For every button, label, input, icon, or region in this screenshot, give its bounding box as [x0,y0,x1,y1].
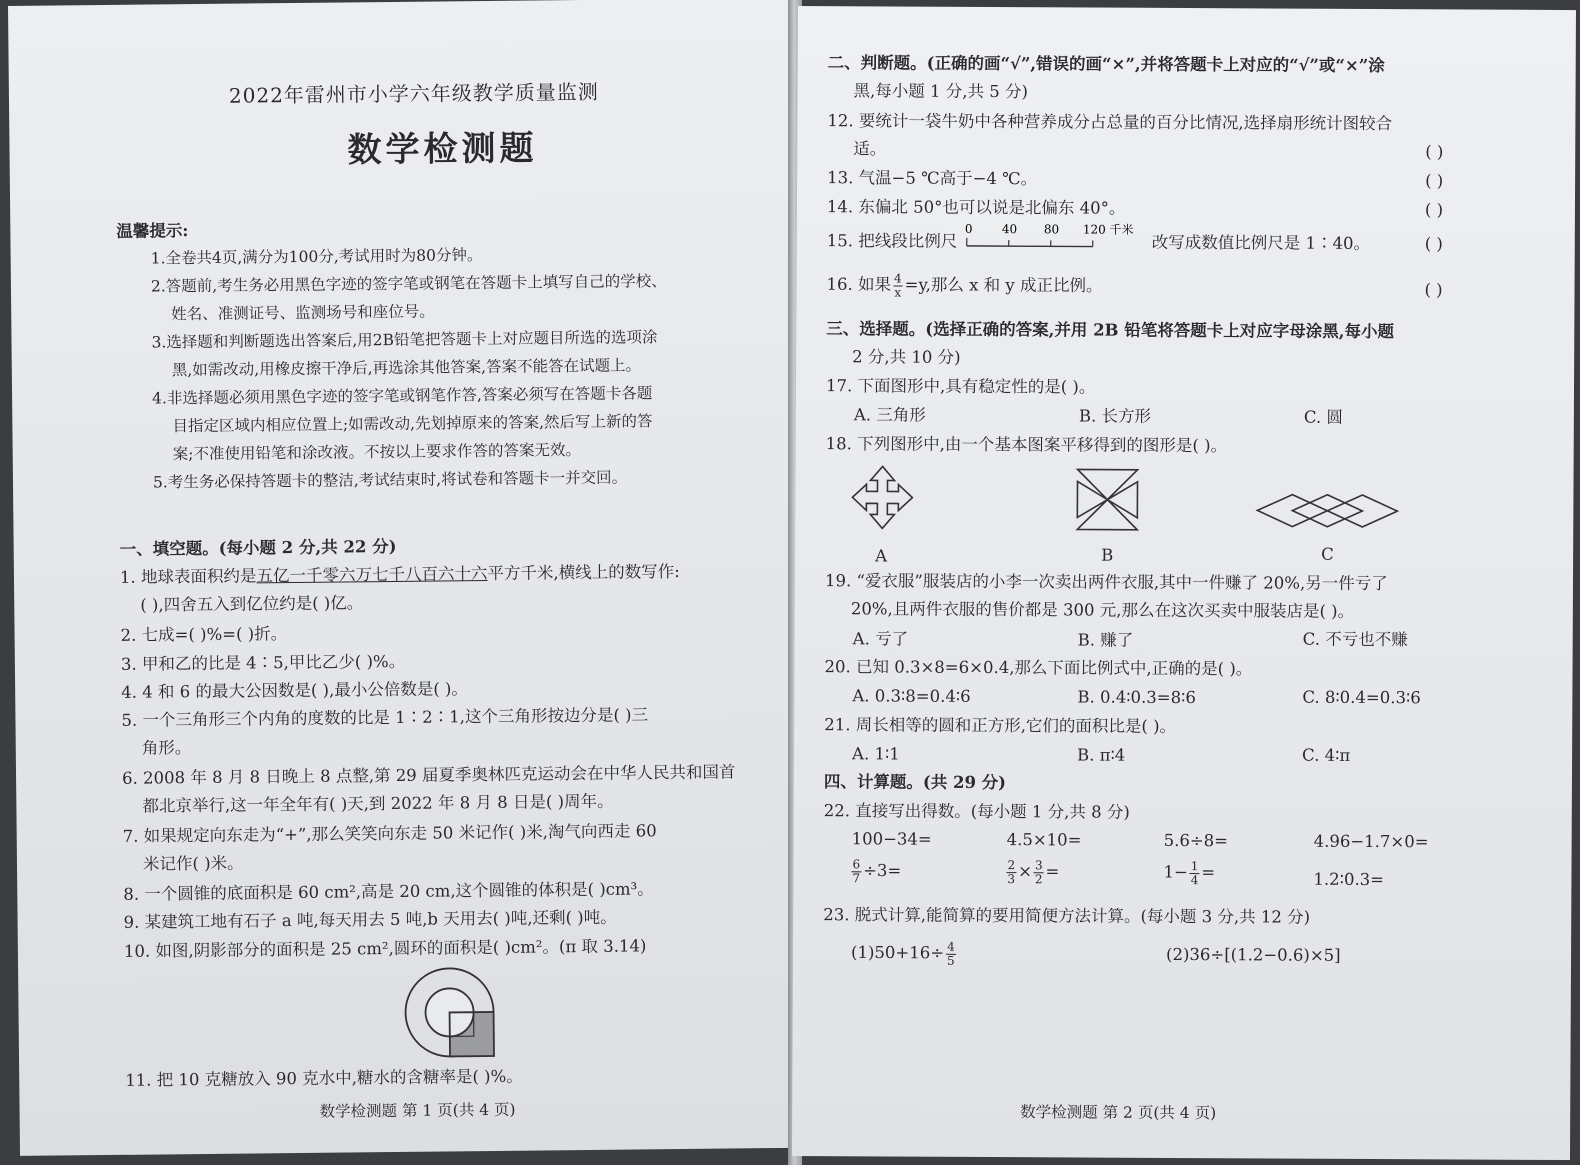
calc-item: 4.5×10= [1006,830,1082,850]
line-scale-figure [965,219,1150,256]
page-footer: 数学检测题 第 1 页(共 4 页) [319,1100,516,1121]
tip-line: 案;不准使用铅笔和涂改液。不按以上要求作答的答案无效。 [172,441,582,464]
question-1 [120,562,680,588]
tip-line: 5.考生务必保持答题卡的整洁,考试结束时,将试卷和答题卡一并交回。 [152,468,628,492]
answer-paren: ( ) [1424,234,1443,254]
figure-label-b: B [1101,545,1114,565]
section2-heading-line2: 黑,每小题 1 分,共 5 分) [853,81,1029,102]
question-20: 20. 已知 0.3×8=6×0.4,那么下面比例式中,正确的是( )。 [824,657,1253,679]
option-a: A. 亏了 [852,629,909,649]
q16-text: 16. 如果 [826,274,892,295]
exam-title: 数学检测题 [347,128,538,171]
option-b: B. 0.4∶0.3=8∶6 [1077,687,1196,708]
calc-item [1163,860,1215,886]
question-5-line2: 角形。 [141,738,192,758]
numerator: 4 [947,939,955,954]
exam-header: 2022年雷州市小学六年级教学质量监测 [228,79,599,108]
figure-label-c: C [1321,544,1334,564]
calc-item [851,940,958,967]
question-9: 9. 某建筑工地有石子 a 吨,每天用去 5 吨,b 天用去( )吨,还剩( )吨。 [123,907,617,932]
question-19-line2: 20%,且两件衣服的售价都是 300 元,那么在这次买卖中服装店是( )。 [850,599,1355,621]
numerator: 3 [1034,858,1043,873]
denominator: 5 [946,953,955,968]
question-18: 18. 下列图形中,由一个基本图案平移得到的图形是( )。 [825,434,1228,456]
section3-heading-line2: 2 分,共 10 分) [852,347,961,367]
option-c: C. 8∶0.4=0.3∶6 [1302,687,1421,708]
question-15-rest: 改写成数值比例尺是 1∶40。 [1151,232,1371,253]
denominator: 7 [852,870,861,885]
question-1-line2: ( ),四舍五入到亿位约是( )亿。 [140,593,364,615]
calc-item: 1.2∶0.3= [1313,869,1385,890]
section2-heading: 二、判断题。(正确的画“√”,错误的画“×”,并将答题卡上对应的“√”或“×”涂 [827,53,1385,76]
scale-tick-label: 40 [1001,222,1018,237]
calc-text: (1)50+16÷ [850,942,945,963]
right-page [792,6,1576,1160]
question-22: 22. 直接写出得数。(每小题 1 分,共 8 分) [823,801,1130,822]
question-6: 6. 2008 年 8 月 8 日晚上 8 点整,第 29 届夏季奥林匹克运动会在中华人民共和国首 [121,762,736,788]
tip-line: 2.答题前,考生务必用黑色字迹的签字笔或钢笔在答题卡上填写自己的学校、 [150,272,667,296]
denominator: x [894,285,902,300]
tip-line: 1.全卷共4页,满分为100分,考试用时为80分钟。 [150,246,483,268]
tip-line: 目指定区域内相应位置上;如需改动,先划掉原来的答案,然后写上新的答 [172,412,653,436]
calc-text: = [1045,861,1060,881]
calc-text: × [1018,861,1032,881]
calc-item: 4.96−1.7×0= [1313,831,1429,852]
question-17: 17. 下面图形中,具有稳定性的是( )。 [825,376,1096,397]
numerator: 2 [1007,858,1016,873]
question-3: 3. 甲和乙的比是 4∶5,甲比乙少( )%。 [120,651,406,674]
question-23: 23. 脱式计算,能简算的要用简便方法计算。(每小题 3 分,共 12 分) [823,905,1311,927]
answer-paren: ( ) [1425,171,1444,191]
question-10: 10. 如图,阴影部分的面积是 25 cm²,圆环的面积是( )cm²。(π 取 3.14) [123,936,647,961]
numerator: 4 [894,271,902,286]
question-15-lead: 15. 把线段比例尺 [826,231,958,251]
figure-c-rhombuses [1255,490,1400,531]
calc-text: ÷3= [863,860,902,881]
scale-tick-label: 120 千米 [1082,222,1134,237]
fraction [1190,860,1200,886]
calc-item [1004,859,1059,885]
numerator: 1 [1190,859,1199,874]
option-a: A. 1∶1 [852,744,900,764]
figure-b-pinwheel [1075,467,1139,531]
question-8: 8. 一个圆锥的底面积是 60 cm²,高是 20 cm,这个圆锥的体积是( )cm³。 [123,879,654,904]
option-b: B. 赚了 [1077,630,1134,650]
question-7: 7. 如果规定向东走为“+”,那么笑笑向东走 50 米记作( )米,淘气向西走 60 [122,821,657,846]
option-a: A. 三角形 [853,405,926,425]
answer-paren: ( ) [1424,280,1443,300]
question-4: 4. 4 和 6 的最大公因数是( ),最小公倍数是( )。 [121,679,468,702]
answer-paren: ( ) [1424,200,1444,220]
question-6-line2: 都北京举行,这一年全年有( )天,到 2022 年 8 月 8 日是( )周年。 [142,791,614,816]
section1-heading: 一、填空题。(每小题 2 分,共 22 分) [119,536,397,559]
question-19: 19. “爱衣服”服装店的小李一次卖出两件衣服,其中一件赚了 20%,另一件亏了 [824,571,1388,594]
question-12-line2: 适。 [853,139,887,159]
scale-tick-label: 0 [964,221,973,236]
section3-heading: 三、选择题。(选择正确的答案,并用 2B 铅笔将答题卡上对应字母涂黑,每小题 [826,319,1395,342]
tips-heading: 温馨提示: [116,221,189,241]
question-14: 14. 东偏北 50°也可以说是北偏东 40°。 [826,197,1126,218]
fraction [1034,859,1044,885]
figure-a-arrows [850,464,914,530]
q1-text: 平方千米,横线上的数写作: [487,561,680,584]
option-c: C. 4∶π [1302,745,1351,765]
figure-label-a: A [875,546,888,566]
question-11: 11. 把 10 克糖放入 90 克水中,糖水的含糖率是( )%。 [125,1066,523,1090]
question-2: 2. 七成=( )%=( )折。 [120,624,288,645]
calc-text: = [1201,862,1216,882]
question-7-line2: 米记作( )米。 [142,853,244,874]
answer-paren: ( ) [1425,142,1444,162]
fraction [893,273,903,299]
tip-line: 姓名、准测证号、监测场号和座位号。 [171,302,435,324]
question-21: 21. 周长相等的圆和正方形,它们的面积比是( )。 [824,715,1177,736]
tip-line: 黑,如需改动,用橡皮擦干净后,再选涂其他答案,答案不能答在试题上。 [171,356,642,380]
fraction [946,941,956,967]
page-footer: 数学检测题 第 2 页(共 4 页) [1020,1103,1217,1123]
tip-line: 3.选择题和判断题选出答案后,用2B铅笔把答题卡上对应题目所选的选项涂 [151,328,658,352]
section4-heading: 四、计算题。(共 29 分) [823,772,1007,793]
denominator: 4 [1190,872,1199,887]
fraction [1006,859,1016,885]
q16-text: =y,那么 x 和 y 成正比例。 [904,275,1103,296]
tip-line: 4.非选择题必须用黑色字迹的签字笔或钢笔作答,答案必须写在答题卡各题 [152,384,653,408]
question-5: 5. 一个三角形三个内角的度数的比是 1∶2∶1,这个三角形按边分是( )三 [121,705,649,730]
q1-text: 1. 地球表面积约是 [119,566,257,587]
option-a: A. 0.3∶8=0.4∶6 [852,686,971,706]
option-b: B. π∶4 [1077,745,1126,765]
denominator: 2 [1034,871,1043,886]
calc-item [849,858,901,884]
option-c: C. 不亏也不赚 [1302,629,1408,650]
calc-item: (2)36÷[(1.2−0.6)×5] [1165,944,1341,965]
left-page [8,0,806,1156]
denominator: 3 [1007,871,1016,886]
fraction [851,858,861,884]
question-12: 12. 要统计一袋牛奶中各种营养成分占总量的百分比情况,选择扇形统计图较合 [827,111,1393,134]
question-16 [826,272,1102,300]
q1-underlined-number: 五亿一千零六万七千八百六十六 [256,564,488,586]
numerator: 6 [852,857,861,872]
calc-item: 5.6÷8= [1163,830,1229,851]
option-b: B. 长方形 [1078,406,1152,426]
calc-item: 100−34= [851,829,932,849]
option-c: C. 圆 [1303,407,1343,427]
calc-text: 1− [1163,862,1188,882]
annulus-figure [403,966,514,1067]
question-13: 13. 气温−5 ℃高于−4 ℃。 [827,168,1038,189]
scale-tick-label: 80 [1043,222,1060,237]
